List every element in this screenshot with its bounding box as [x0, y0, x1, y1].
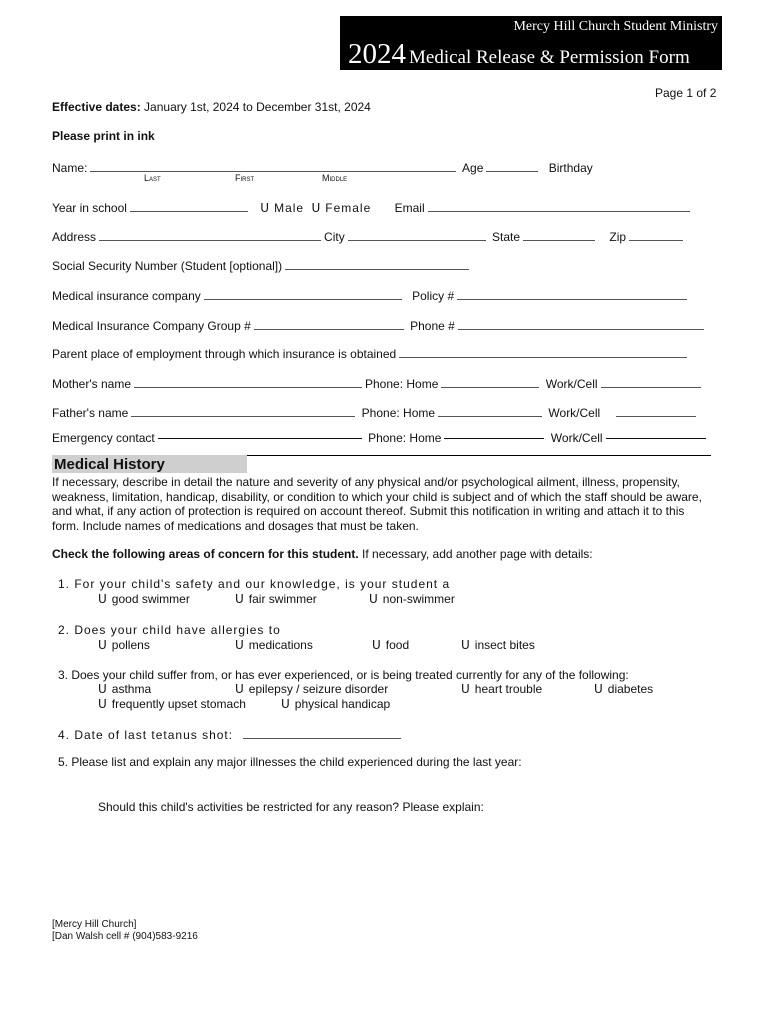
- state-field[interactable]: [523, 229, 595, 241]
- option-label: good swimmer: [111, 592, 190, 606]
- name-field[interactable]: [90, 160, 456, 172]
- father-phone-home-field[interactable]: [438, 405, 542, 417]
- form-header: [340, 16, 722, 70]
- q3-option-diabetes[interactable]: [594, 682, 653, 696]
- effective-dates-text: January 1st, 2024 to December 31st, 2024: [144, 100, 371, 114]
- checkbox-icon[interactable]: U: [372, 638, 381, 652]
- emergency-phone-home-field[interactable]: [444, 438, 544, 439]
- year-in-school-label: Year in school: [52, 201, 127, 215]
- checkbox-icon[interactable]: U: [461, 682, 470, 696]
- last-name-caption: Last: [144, 173, 161, 183]
- option-label: epilepsy / seizure disorder: [248, 682, 389, 696]
- option-label: heart trouble: [474, 682, 543, 696]
- question-4-row: [58, 727, 404, 742]
- checkbox-icon[interactable]: U: [98, 638, 107, 652]
- insurance-company-field[interactable]: [204, 288, 402, 300]
- email-label: Email: [394, 201, 425, 215]
- ssn-field[interactable]: [285, 258, 469, 270]
- birthday-label: Birthday: [548, 161, 593, 175]
- employment-row: [52, 346, 690, 361]
- restriction-question: Should this child's activities be restricted for any reason? Please explain:: [98, 800, 484, 814]
- q2-option-food[interactable]: [372, 638, 409, 652]
- footer-contact: [Dan Walsh cell # (904)583-9216: [52, 931, 198, 942]
- father-work-cell-field[interactable]: [616, 405, 696, 417]
- tetanus-date-field[interactable]: [243, 727, 401, 739]
- q3-option-physical-handicap[interactable]: [281, 697, 390, 711]
- emergency-work-cell-field[interactable]: [606, 438, 706, 439]
- zip-field[interactable]: [629, 229, 683, 241]
- zip-label: Zip: [609, 230, 627, 244]
- emergency-contact-label: Emergency contact: [52, 431, 155, 445]
- ssn-row: [52, 258, 472, 273]
- mother-work-cell-field[interactable]: [601, 376, 701, 388]
- city-label: City: [324, 230, 345, 244]
- age-field[interactable]: [486, 160, 538, 172]
- emergency-phone-home-label: Phone: Home: [368, 431, 442, 445]
- male-label: Male: [274, 201, 305, 215]
- state-label: State: [492, 230, 521, 244]
- fathers-name-label: Father's name: [52, 406, 129, 420]
- checkbox-icon[interactable]: U: [281, 697, 290, 711]
- group-phone-field[interactable]: [458, 318, 704, 330]
- print-in-ink-note: Please print in ink: [52, 129, 155, 143]
- option-label: asthma: [111, 682, 152, 696]
- name-label: Name:: [52, 161, 88, 175]
- address-field[interactable]: [99, 229, 321, 241]
- form-year: 2024: [348, 38, 406, 70]
- year-in-school-field[interactable]: [130, 200, 248, 212]
- checkbox-icon[interactable]: U: [369, 592, 378, 606]
- parent-employment-field[interactable]: [399, 346, 687, 358]
- fathers-name-field[interactable]: [131, 405, 355, 417]
- question-4: 4. Date of last tetanus shot:: [58, 728, 234, 742]
- emergency-row: [52, 431, 709, 445]
- question-5: 5. Please list and explain any major illnesses the child experienced during the last year:: [58, 755, 522, 769]
- organization-name: Mercy Hill Church Student Ministry: [513, 19, 718, 34]
- check-instructions: [52, 547, 593, 561]
- mothers-name-label: Mother's name: [52, 377, 131, 391]
- ssn-label: Social Security Number (Student [optional]): [52, 259, 283, 273]
- checkbox-icon[interactable]: U: [235, 682, 244, 696]
- question-3: 3. Does your child suffer from, or has ever experienced, or is being treated currently for any of the following:: [58, 668, 629, 682]
- effective-dates: [52, 100, 371, 114]
- q3-option-upset-stomach[interactable]: [98, 697, 246, 711]
- group-row: [52, 318, 707, 333]
- option-label: fair swimmer: [248, 592, 317, 606]
- father-phone-home-label: Phone: Home: [361, 406, 436, 420]
- q2-option-pollens[interactable]: [98, 638, 150, 652]
- address-label: Address: [52, 230, 97, 244]
- checkbox-icon[interactable]: U: [461, 638, 470, 652]
- mother-work-cell-label: Work/Cell: [545, 377, 598, 391]
- insurance-row: [52, 288, 690, 303]
- checkbox-icon[interactable]: U: [98, 697, 107, 711]
- q3-option-asthma[interactable]: [98, 682, 151, 696]
- first-name-caption: First: [235, 173, 255, 183]
- age-label: Age: [462, 161, 484, 175]
- q3-option-heart-trouble[interactable]: [461, 682, 542, 696]
- policy-field[interactable]: [457, 288, 687, 300]
- form-title: [348, 38, 690, 71]
- check-instructions-rest: If necessary, add another page with details:: [358, 547, 593, 561]
- option-label: pollens: [111, 638, 150, 652]
- option-label: insect bites: [474, 638, 535, 652]
- check-instructions-bold: Check the following areas of concern for this student.: [52, 547, 359, 561]
- insurance-company-label: Medical insurance company: [52, 289, 201, 303]
- father-work-cell-label: Work/Cell: [548, 406, 601, 420]
- group-field[interactable]: [254, 318, 404, 330]
- checkbox-icon[interactable]: U: [235, 592, 244, 606]
- mother-phone-home-label: Phone: Home: [365, 377, 439, 391]
- female-checkbox[interactable]: U: [311, 201, 321, 215]
- question-1: 1. For your child's safety and our knowledge, is your student a: [58, 577, 451, 591]
- checkbox-icon[interactable]: U: [594, 682, 603, 696]
- page-number: Page 1 of 2: [655, 86, 717, 100]
- option-label: food: [385, 638, 410, 652]
- checkbox-icon[interactable]: U: [98, 592, 107, 606]
- footer-church: [Mercy Hill Church]: [52, 919, 137, 930]
- parent-employment-label: Parent place of employment through which insurance is obtained: [52, 347, 397, 361]
- option-label: frequently upset stomach: [111, 697, 246, 711]
- q2-option-insect-bites[interactable]: [461, 638, 535, 652]
- city-field[interactable]: [348, 229, 486, 241]
- q1-option-good-swimmer[interactable]: [98, 592, 190, 606]
- address-row: [52, 229, 686, 244]
- medical-history-heading: Medical History: [54, 456, 165, 473]
- q1-option-fair-swimmer[interactable]: [235, 592, 317, 606]
- q1-option-non-swimmer[interactable]: [369, 592, 455, 606]
- group-phone-label: Phone #: [410, 319, 455, 333]
- option-label: diabetes: [607, 682, 654, 696]
- policy-label: Policy #: [412, 289, 455, 303]
- q3-option-epilepsy[interactable]: [235, 682, 388, 696]
- group-label: Medical Insurance Company Group #: [52, 319, 251, 333]
- emergency-work-cell-label: Work/Cell: [550, 431, 603, 445]
- form-title-text: Medical Release & Permission Form: [409, 47, 690, 68]
- mother-phone-home-field[interactable]: [441, 376, 539, 388]
- father-row: [52, 405, 699, 420]
- female-label: Female: [325, 201, 372, 215]
- option-label: medications: [248, 638, 313, 652]
- option-label: non-swimmer: [382, 592, 455, 606]
- email-field[interactable]: [428, 200, 690, 212]
- emergency-contact-field[interactable]: [158, 438, 362, 439]
- section-divider: [247, 455, 711, 456]
- school-row: [52, 200, 693, 215]
- q2-option-medications[interactable]: [235, 638, 313, 652]
- mothers-name-field[interactable]: [134, 376, 362, 388]
- middle-name-caption: Middle: [322, 173, 348, 183]
- question-2: 2. Does your child have allergies to: [58, 623, 281, 637]
- checkbox-icon[interactable]: U: [235, 638, 244, 652]
- checkbox-icon[interactable]: U: [98, 682, 107, 696]
- option-label: physical handicap: [294, 697, 391, 711]
- mother-row: [52, 376, 704, 391]
- effective-dates-label: Effective dates:: [52, 100, 141, 114]
- male-checkbox[interactable]: U: [260, 201, 270, 215]
- medical-instructions: If necessary, describe in detail the nature and severity of any physical and/or psychological ailment, illness, propensity, weakness, limitation, handicap, disability, or condition to which your child is subject and of which the staff should be aware, and what, if any action of protection is required on account thereof. Submit this notification in writing and attach it to this form. Include names of medications and dosages that must be taken.: [52, 475, 702, 533]
